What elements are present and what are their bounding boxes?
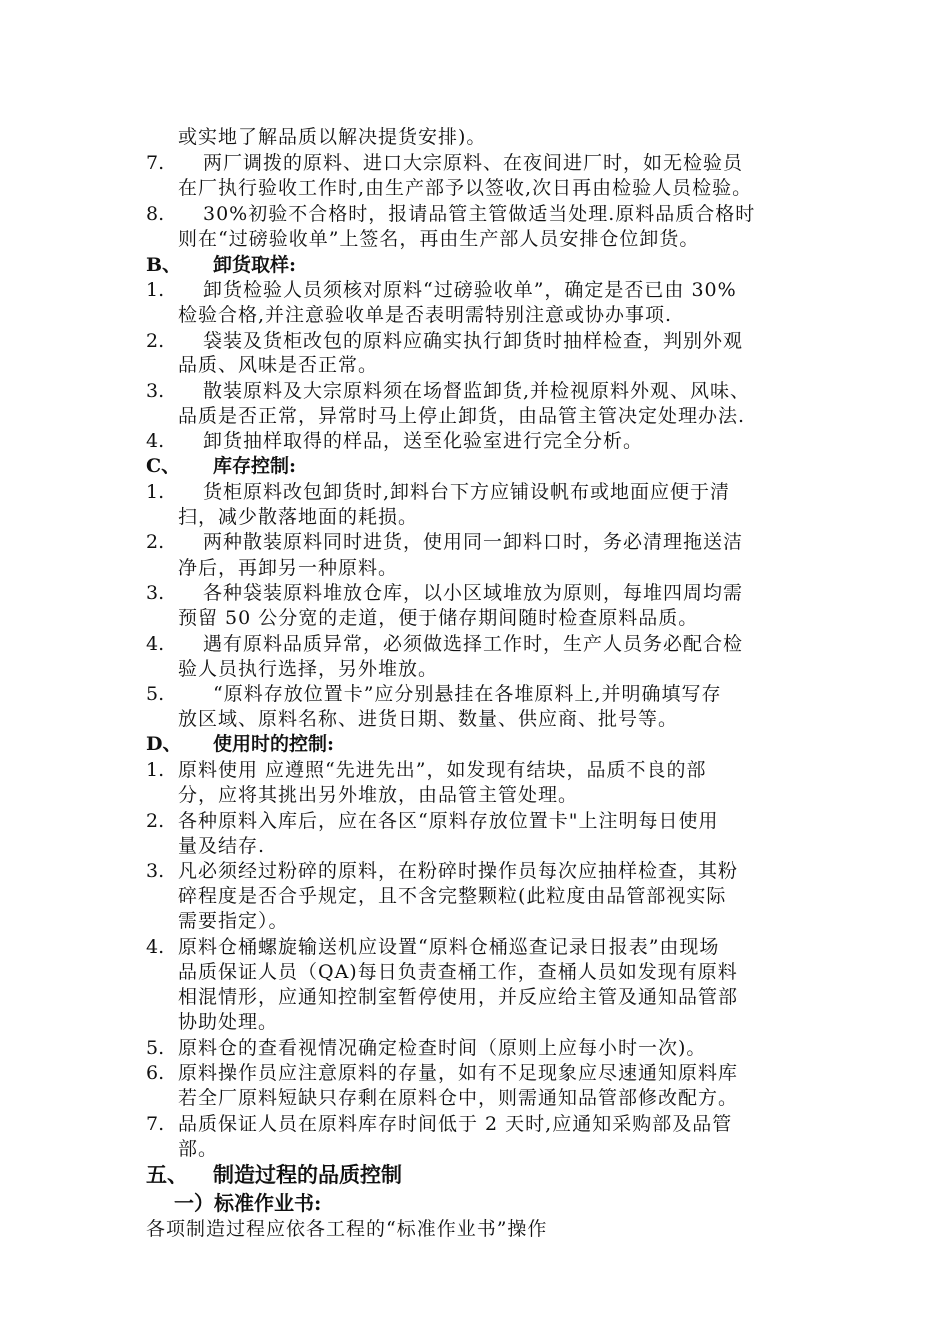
item-number: 4. bbox=[146, 936, 165, 958]
item-text: 放区域、原料名称、进货日期、数量、供应商、批号等。 bbox=[178, 708, 679, 730]
item-text: 30%初验不合格时，报请品管主管做适当处理.原料品质合格时 bbox=[203, 203, 756, 225]
item-text: 卸货抽样取得的样品，送至化验室进行完全分析。 bbox=[203, 430, 644, 452]
item-number: 2. bbox=[146, 531, 165, 553]
item-text: 分，应将其挑出另外堆放，由品管主管处理。 bbox=[178, 784, 579, 806]
item-text: 遇有原料品质异常，必须做选择工作时，生产人员务必配合检 bbox=[203, 633, 744, 655]
item-number: 3. bbox=[146, 860, 165, 882]
item-text: 量及结存. bbox=[178, 835, 266, 857]
section-5-title: 制造过程的品质控制 bbox=[213, 1162, 402, 1187]
item-text: 袋装及货柜改包的原料应确实执行卸货时抽样检查，判别外观 bbox=[203, 330, 744, 352]
item-number: 5. bbox=[146, 683, 165, 705]
item-text: 则在“过磅验收单”上签名，再由生产部人员安排仓位卸货。 bbox=[178, 228, 700, 250]
section-label-b: B、 bbox=[146, 254, 182, 276]
item-text: 扫，减少散落地面的耗损。 bbox=[178, 506, 419, 528]
item-text: 各种袋装原料堆放仓库，以小区域堆放为原则，每堆四周均需 bbox=[203, 582, 744, 604]
item-text: 各种原料入库后，应在各区“原料存放位置卡"上注明每日使用 bbox=[178, 810, 719, 832]
section-title-c: 库存控制: bbox=[213, 455, 297, 477]
item-number: 1. bbox=[146, 481, 165, 503]
item-number: 2. bbox=[146, 330, 165, 352]
item-number: 4. bbox=[146, 430, 165, 452]
item-number: 3. bbox=[146, 380, 165, 402]
item-text: 碎程度是否合乎规定，且不含完整颗粒(此粒度由品管部视实际 bbox=[178, 885, 727, 907]
item-text: 部。 bbox=[178, 1138, 219, 1160]
item-text: 品质保证人员在原料库存时间低于 2 天时,应通知采购部及品管 bbox=[178, 1113, 733, 1135]
item-text: 原料使用 应遵照“先进先出”，如发现有结块，品质不良的部 bbox=[178, 759, 707, 781]
section-label-d: D、 bbox=[146, 733, 182, 755]
item-text: 检验合格,并注意验收单是否表明需特别注意或协办事项. bbox=[178, 304, 673, 326]
item-text: 原料仓的查看视情况确定检查时间（原则上应每小时一次)。 bbox=[178, 1037, 707, 1059]
item-text: 在厂执行验收工作时,由生产部予以签收,次日再由检验人员检验。 bbox=[178, 177, 753, 199]
item-number: 1. bbox=[146, 279, 165, 301]
item-text: 相混情形，应通知控制室暂停使用，并反应给主管及通知品管部 bbox=[178, 986, 739, 1008]
item-text: 原料操作员应注意原料的存量，如有不足现象应尽速通知原料库 bbox=[178, 1062, 739, 1084]
item-text: 原料仓桶螺旋输送机应设置“原料仓桶巡查记录日报表”由现场 bbox=[178, 936, 720, 958]
item-text: 需要指定）。 bbox=[178, 910, 289, 932]
subsection-title: 一）标准作业书: bbox=[174, 1191, 322, 1215]
item-text: 卸货检验人员须核对原料“过磅验收单”，确定是否已由 30% bbox=[203, 279, 737, 301]
section-title-b: 卸货取样: bbox=[213, 254, 297, 276]
item-number: 7. bbox=[146, 1113, 165, 1135]
section-5-label: 五、 bbox=[146, 1162, 188, 1187]
item-number: 5. bbox=[146, 1037, 165, 1059]
item-number: 4. bbox=[146, 633, 165, 655]
item-text: “原料存放位置卡”应分别悬挂在各堆原料上,并明确填写存 bbox=[213, 683, 722, 705]
item-text: 散装原料及大宗原料须在场督监卸货,并检视原料外观、风味、 bbox=[203, 380, 751, 402]
section-body: 各项制造过程应依各工程的“标准作业书”操作 bbox=[146, 1218, 548, 1240]
item-number: 1. bbox=[146, 759, 165, 781]
continuation-text: 或实地了解品质以解决提货安排)。 bbox=[178, 126, 487, 148]
item-number: 7. bbox=[146, 152, 165, 174]
item-text: 品质是否正常，异常时马上停止卸货，由品管主管决定处理办法. bbox=[178, 405, 746, 427]
item-number: 6. bbox=[146, 1062, 165, 1084]
item-number: 2. bbox=[146, 810, 165, 832]
item-text: 两厂调拨的原料、进口大宗原料、在夜间进厂时，如无检验员 bbox=[203, 152, 744, 174]
item-text: 协助处理。 bbox=[178, 1011, 279, 1033]
item-text: 净后，再卸另一种原料。 bbox=[178, 557, 399, 579]
item-text: 品质保证人员（QA)每日负责查桶工作，查桶人员如发现有原料 bbox=[178, 961, 738, 983]
item-text: 货柜原料改包卸货时,卸料台下方应铺设帆布或地面应便于清 bbox=[203, 481, 731, 503]
item-text: 预留 50 公分宽的走道，便于储存期间随时检查原料品质。 bbox=[178, 607, 699, 629]
item-text: 若全厂原料短缺只存剩在原料仓中，则需通知品管部修改配方。 bbox=[178, 1087, 739, 1109]
item-text: 凡必须经过粉碎的原料，在粉碎时操作员每次应抽样检查，其粉 bbox=[178, 860, 739, 882]
section-title-d: 使用时的控制: bbox=[213, 733, 335, 755]
item-text: 验人员执行选择，另外堆放。 bbox=[178, 658, 439, 680]
item-text: 品质、风味是否正常。 bbox=[178, 354, 379, 376]
item-number: 8. bbox=[146, 203, 165, 225]
item-number: 3. bbox=[146, 582, 165, 604]
item-text: 两种散装原料同时进货，使用同一卸料口时，务必清理拖送洁 bbox=[203, 531, 744, 553]
section-label-c: C、 bbox=[146, 455, 181, 477]
